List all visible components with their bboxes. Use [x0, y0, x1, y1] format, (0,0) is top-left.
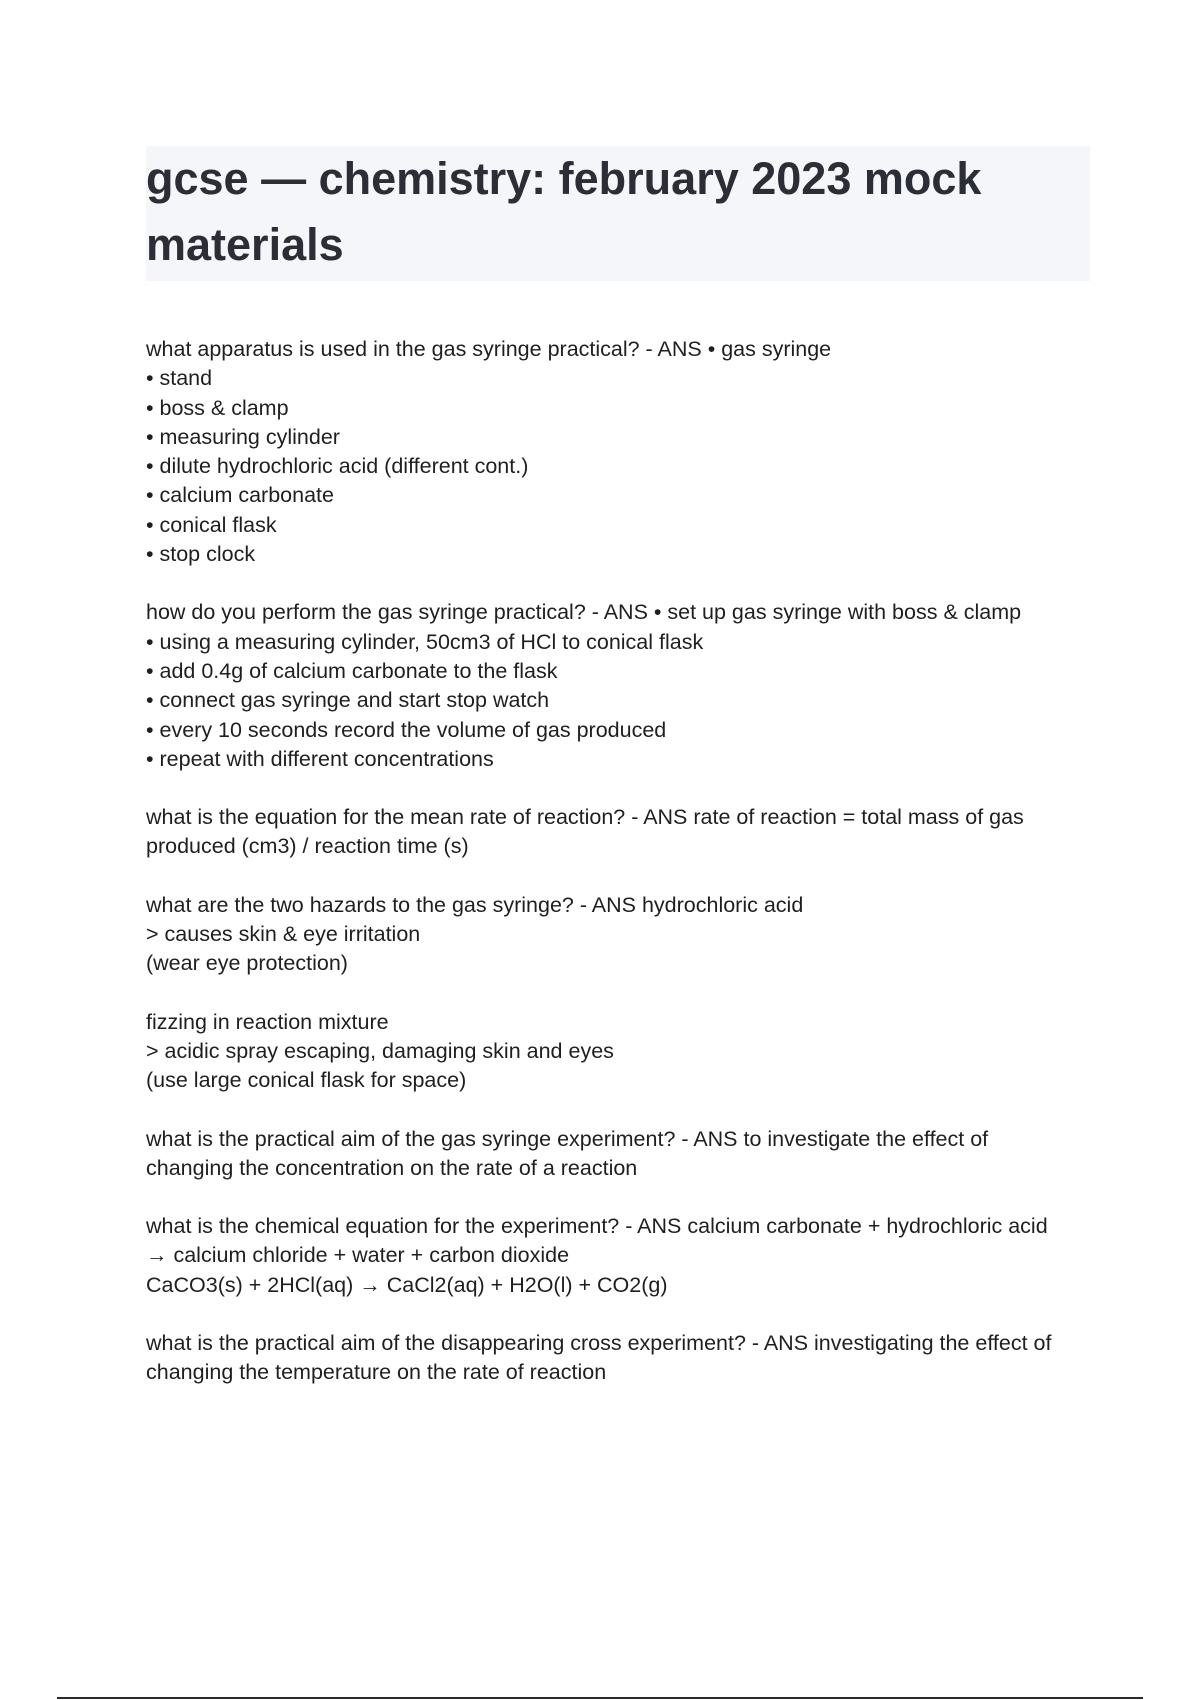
- text-line: • add 0.4g of calcium carbonate to the flask: [146, 658, 558, 683]
- footer-divider: [57, 1697, 1143, 1699]
- text-line: • connect gas syringe and start stop watch: [146, 688, 550, 713]
- text-line: • repeat with different concentrations: [146, 746, 494, 771]
- text-line: (wear eye protection): [146, 951, 348, 976]
- text-line: what is the equation for the mean rate of reaction? - ANS rate of reaction = total mass of gas: [146, 805, 1024, 830]
- text-line: what is the practical aim of the disappearing cross experiment? - ANS investigating the effect of: [146, 1331, 1052, 1356]
- text-line: what are the two hazards to the gas syringe? - ANS hydrochloric acid: [146, 892, 804, 917]
- text-line: • stand: [146, 366, 213, 391]
- text-line: CaCO3(s) + 2HCl(aq) → CaCl2(aq) + H2O(l) + CO2(g): [146, 1272, 668, 1297]
- qa-entry: [146, 1008, 1096, 1096]
- text-line: • stop clock: [146, 542, 256, 567]
- qa-entry: [146, 1329, 1096, 1388]
- qa-entry: [146, 803, 1096, 862]
- text-line: produced (cm3) / reaction time (s): [146, 834, 469, 859]
- text-line: → calcium chloride + water + carbon dioxide: [146, 1243, 570, 1268]
- text-line: fizzing in reaction mixture: [146, 1009, 389, 1034]
- qa-entry: [146, 598, 1096, 774]
- text-line: > causes skin & eye irritation: [146, 922, 421, 947]
- text-line: • dilute hydrochloric acid (different cont.): [146, 454, 529, 479]
- qa-entry: [146, 891, 1096, 979]
- text-line: what apparatus is used in the gas syringe practical? - ANS • gas syringe: [146, 337, 832, 361]
- text-line: • using a measuring cylinder, 50cm3 of HCl to conical flask: [146, 629, 704, 654]
- qa-entry: [146, 1125, 1096, 1184]
- qa-entry: [146, 1212, 1096, 1300]
- text-line: • measuring cylinder: [146, 424, 340, 449]
- text-line: how do you perform the gas syringe practical? - ANS • set up gas syringe with boss & clamp: [146, 600, 1022, 625]
- text-line: > acidic spray escaping, damaging skin and eyes: [146, 1038, 614, 1063]
- text-line: • conical flask: [146, 512, 277, 537]
- text-line: • boss & clamp: [146, 395, 289, 420]
- text-line: (use large conical flask for space): [146, 1068, 467, 1093]
- page-title: gcse — chemistry: february 2023 mock materials: [146, 153, 982, 270]
- text-line: changing the concentration on the rate of a reaction: [146, 1155, 638, 1180]
- text-line: what is the practical aim of the gas syringe experiment? - ANS to investigate the effect of: [146, 1126, 989, 1151]
- text-line: changing the temperature on the rate of reaction: [146, 1360, 607, 1385]
- qa-entry: [146, 335, 1096, 569]
- document-body: [146, 335, 1096, 1417]
- text-line: • every 10 seconds record the volume of gas produced: [146, 717, 667, 742]
- title-block: [146, 146, 1090, 281]
- text-line: what is the chemical equation for the experiment? - ANS calcium carbonate + hydrochloric acid: [146, 1214, 1048, 1239]
- text-line: • calcium carbonate: [146, 483, 334, 508]
